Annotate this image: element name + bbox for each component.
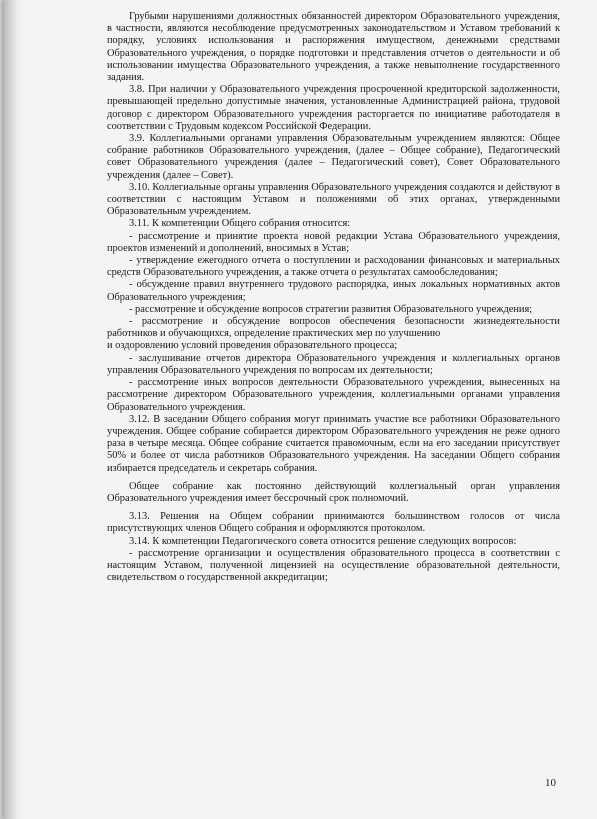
list-item-reports: - заслушивание отчетов директора Образовательного учреждения и коллегиальных органов управления Образовательного учреждения по вопросам их деятельности; (107, 352, 560, 376)
list-item-safety: - рассмотрение и обсуждение вопросов обеспечения безопасности жизнедеятельности работников и обучающихся, определение практических мер по улучшению (107, 316, 560, 340)
page-number: 10 (545, 777, 556, 789)
paragraph-3-11: 3.11. К компетенции Общего собрания относится: (129, 218, 351, 230)
paragraph-3-10: 3.10. Коллегиальные органы управления Образовательного учреждения создаются и действуют в соответствии с настоящим Уставом и положениями об этих органах, утвержденными Образовательным учреждением. (107, 181, 560, 218)
list-item-safety-continued: и оздоровлению условий проведения образовательного процесса; (107, 340, 398, 352)
document-body (107, 11, 560, 584)
paragraph-3-14: 3.14. К компетенции Педагогического совета относится решение следующих вопросов: (129, 535, 517, 547)
list-item-educational-process: - рассмотрение организации и осуществления образовательного процесса в соответствии с настоящим Уставом, полученной лицензией на осуществление образовательной деятельности, свидетельством о государственной аккредитации; (107, 547, 560, 584)
paragraph-3-13: 3.13. Решения на Общем собрании принимаются большинством голосов от числа присутствующих членов Общего собрания и оформляются протоколом. (107, 511, 560, 535)
list-item-strategy: - рассмотрение и обсуждение вопросов стратегии развития Образовательного учреждения; (129, 303, 533, 315)
list-item-labor-rules: - обсуждение правил внутреннего трудового распорядка, иных локальных нормативных актов Образовательного учреждения; (107, 279, 560, 303)
document-page (4, 0, 597, 819)
list-item-other-issues: - рассмотрение иных вопросов деятельности Образовательного учреждения, вынесенных на рассмотрение директором Образовательного учреждения, коллегиальными органами управления Образовательного учреждения. (107, 377, 560, 413)
list-item-charter: - рассмотрение и принятие проекта новой редакции Устава Образовательного учреждения, проектов изменений и дополнений, вносимых в Устав; (107, 230, 560, 254)
paragraph-general-meeting-term: Общее собрание как постоянно действующий коллегиальный орган управления Образовательного учреждения имеет бессрочный срок полномочий. (107, 480, 560, 504)
list-item-annual-report: - утверждение ежегодного отчета о поступлении и расходовании финансовых и материальных средств Образовательного учреждения, а также отчета о результатах самообследования; (107, 255, 560, 279)
paragraph-3-9: 3.9. Коллегиальными органами управления Образовательным учреждением являются: Общее собрание работников Образовательного учреждения, (далее – Общее собрание), Педагогический совет Образовательного учреждения (далее – Педагогический совет), Совет Образовательного учреждения (далее – Совет). (107, 133, 560, 181)
paragraph-violations: Грубыми нарушениями должностных обязанностей директором Образовательного учреждения, в частности, являются несоблюдение предусмотренных законодательством и Уставом требований к порядку, условиях использования и распоряжения имуществом, денежными средствами Образовательного учреждения, о порядке подготовки и представления отчетов о деятельности и об использовании имущества Образовательного учреждения, а также невыполнение государственного задания. (107, 11, 560, 84)
paragraph-3-8: 3.8. При наличии у Образовательного учреждения просроченной кредиторской задолженности, превышающей предельно допустимые значения, установленные Администрацией района, трудовой договор с директором Образовательного учреждения расторгается по инициативе работодателя в соответствии с Трудовым кодексом Российской Федерации. (107, 84, 560, 132)
paragraph-3-12: 3.12. В заседании Общего собрания могут принимать участие все работники Образовательного учреждения. Общее собрание собирается директором Образовательного учреждения не реже одного раза в четыре месяца. Общее собрание считается правомочным, если на его заседании присутствует 50% и более от числа работников Образовательного учреждения. На заседании Общего собрания избирается председатель и секретарь собрания. (107, 413, 560, 474)
